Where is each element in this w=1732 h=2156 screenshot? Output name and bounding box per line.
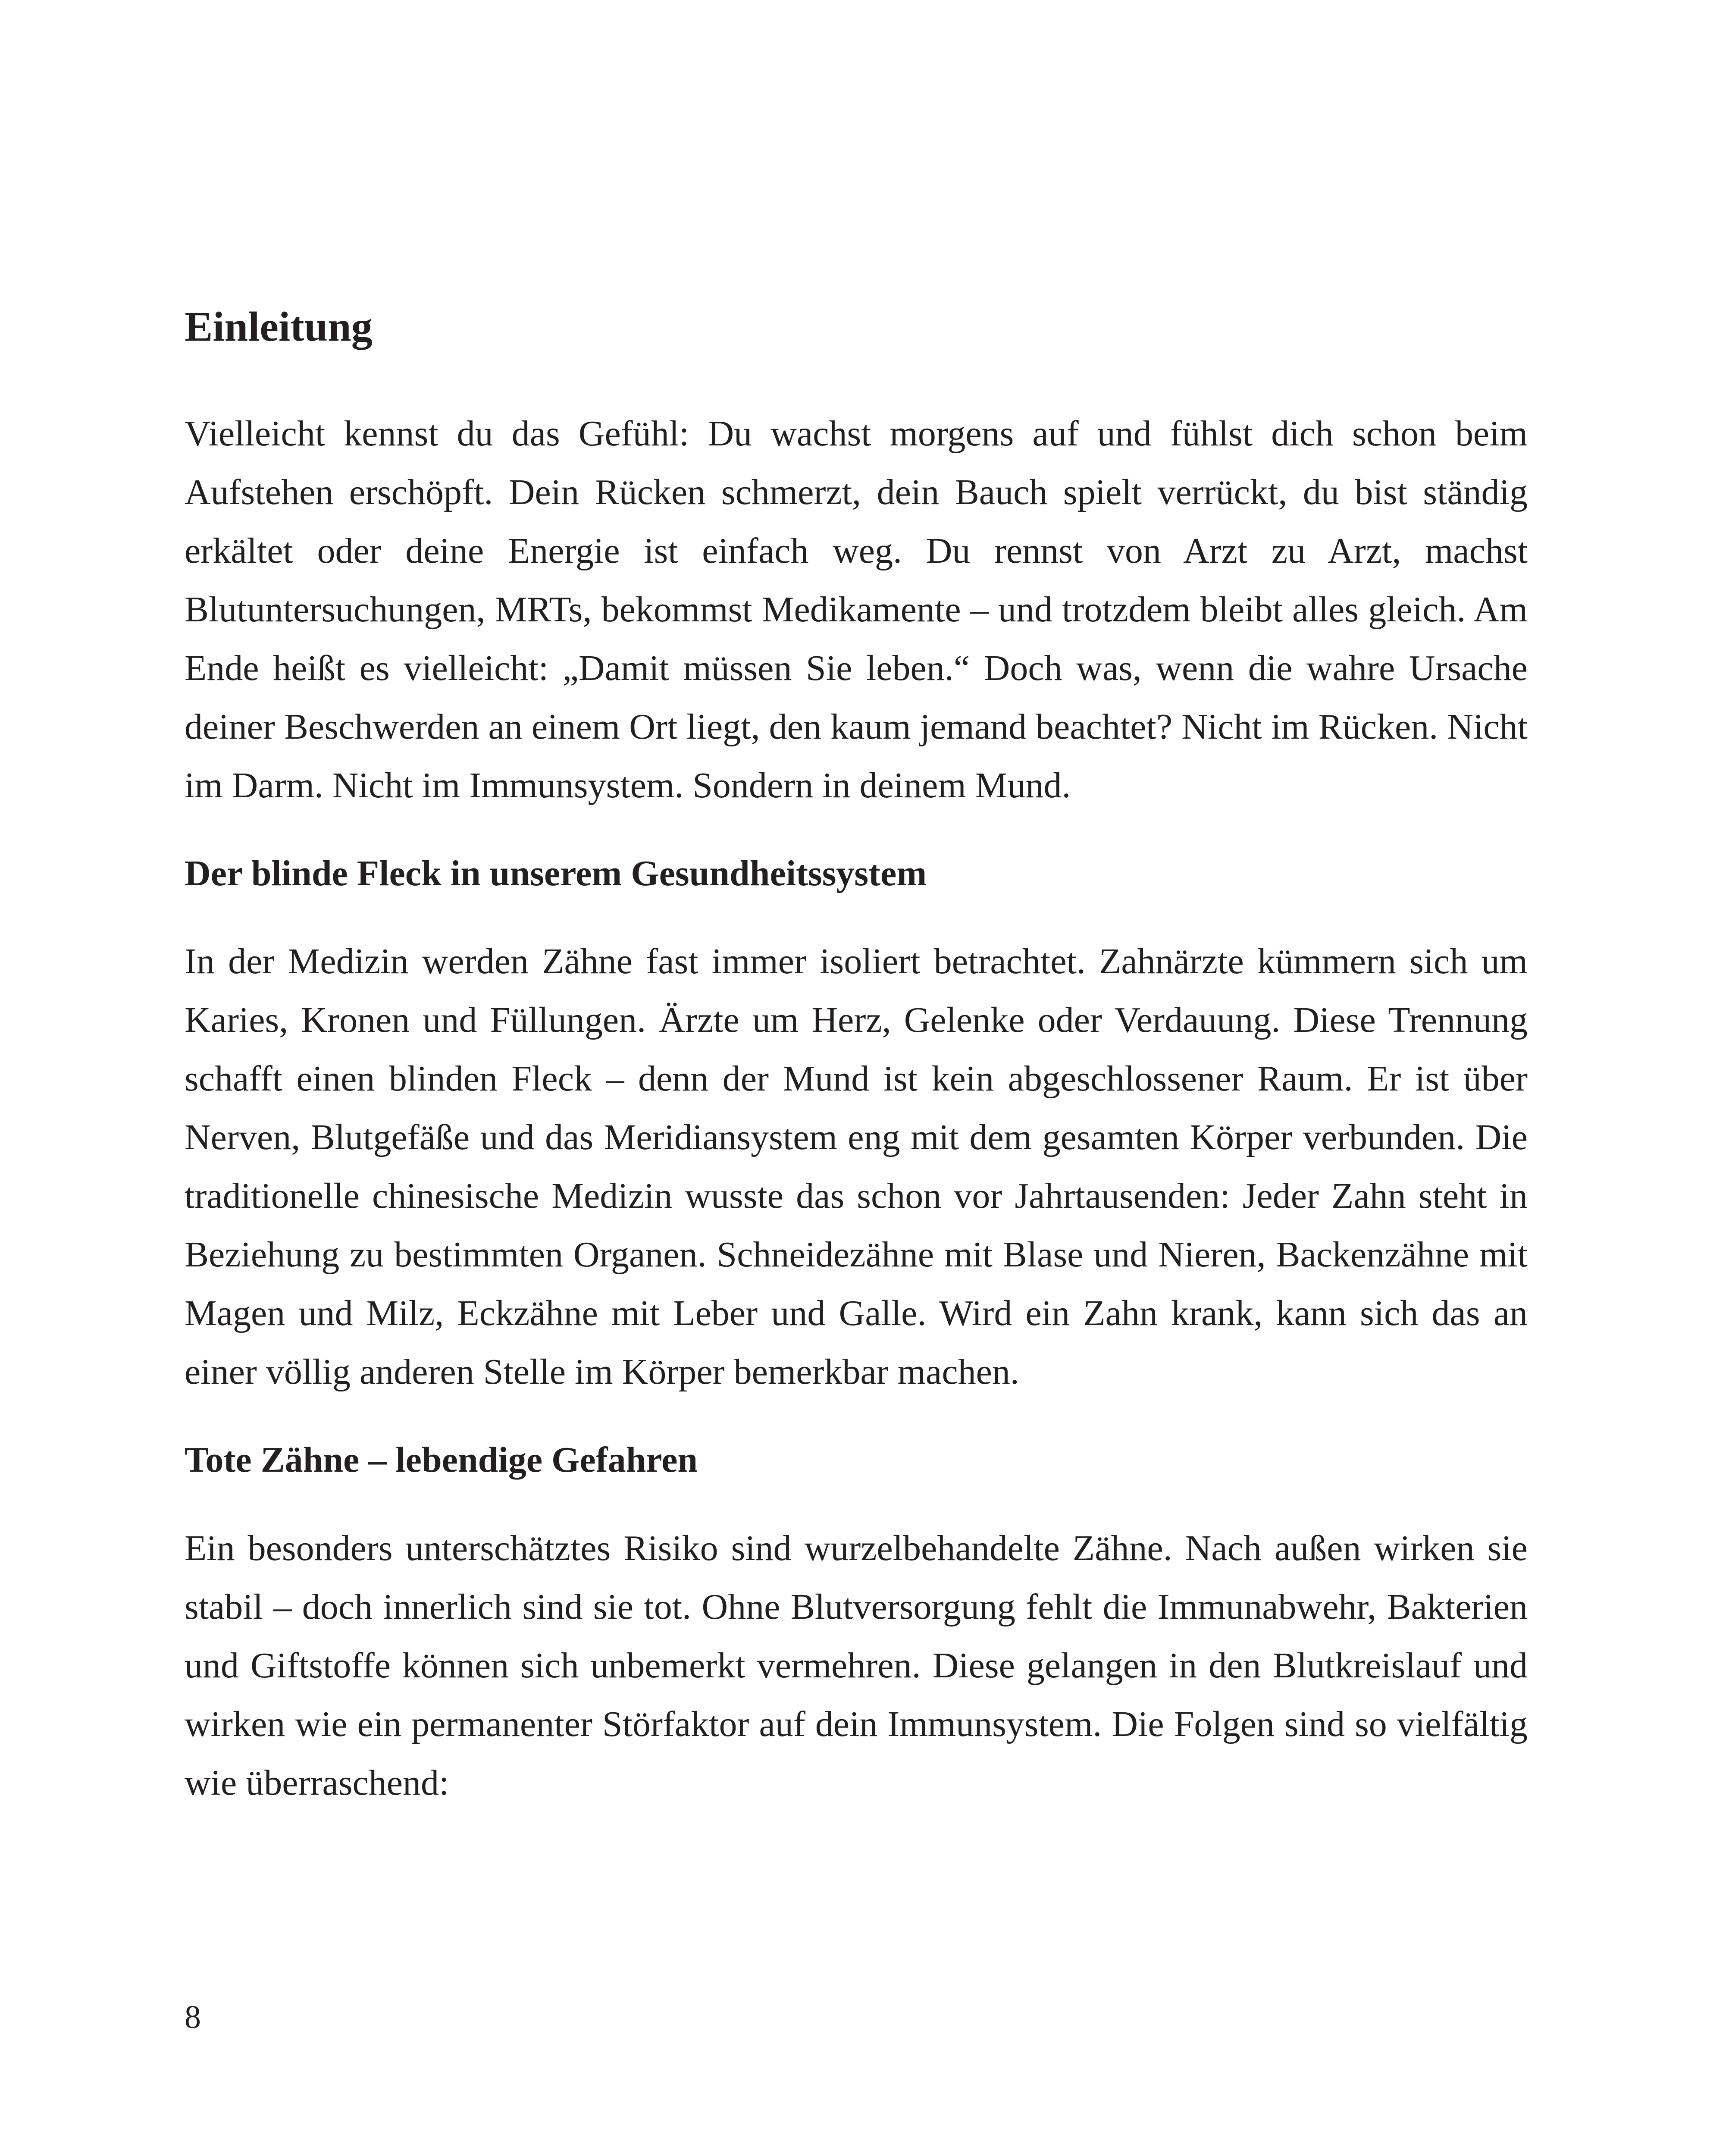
book-page	[185, 302, 1528, 1849]
chapter-title: Einleitung	[185, 304, 373, 350]
page-number: 8	[185, 1999, 201, 2035]
blind-spot-paragraph: In der Medizin werden Zähne fast immer isoliert betrachtet. Zahnärzte kümmern sich um Karies, Kronen und Füllungen. Ärzte um Herz, Gelenke oder Verdauung. Diese Trennung schafft einen blinden Fleck – denn der Mund ist kein abgeschlossener Raum. Er ist über Nerven, Blutgefäße und das Meridiansystem eng mit dem gesamten Körper verbunden. Die traditionelle chinesische Medizin wusste das schon vor Jahrtausenden: Jeder Zahn steht in Beziehung zu bestimmten Organen. Schneidezähne mit Blase und Nieren, Backenzähne mit Magen und Milz, Eckzähne mit Leber und Galle. Wird ein Zahn krank, kann sich das an einer völlig anderen Stelle im Körper bemerkbar machen.	[185, 941, 1528, 1392]
section-heading-blind-spot: Der blinde Fleck in unserem Gesundheitssystem	[185, 853, 927, 893]
intro-paragraph: Vielleicht kennst du das Gefühl: Du wachst morgens auf und fühlst dich schon beim Aufstehen erschöpft. Dein Rücken schmerzt, dein Bauch spielt verrückt, du bist ständig erkältet oder deine Energie ist einfach weg. Du rennst von Arzt zu Arzt, machst Blutuntersuchungen, MRTs, bekommst Medikamente – und trotzdem bleibt alles gleich. Am Ende heißt es vielleicht: „Damit müssen Sie leben.“ Doch was, wenn die wahre Ursache deiner Beschwerden an einem Ort liegt, den kaum jemand beachtet? Nicht im Rücken. Nicht im Darm. Nicht im Immunsystem. Sondern in deinem Mund.	[185, 413, 1528, 805]
dead-teeth-paragraph: Ein besonders unterschätztes Risiko sind wurzelbehandelte Zähne. Nach außen wirken sie stabil – doch innerlich sind sie tot. Ohne Blutversorgung fehlt die Immunabwehr, Bakterien und Giftstoffe können sich unbemerkt vermehren. Diese gelangen in den Blutkreislauf und wirken wie ein permanenter Störfaktor auf dein Immunsystem. Die Folgen sind so vielfältig wie überraschend:	[185, 1528, 1528, 1803]
section-heading-dead-teeth: Tote Zähne – lebendige Gefahren	[185, 1440, 698, 1480]
